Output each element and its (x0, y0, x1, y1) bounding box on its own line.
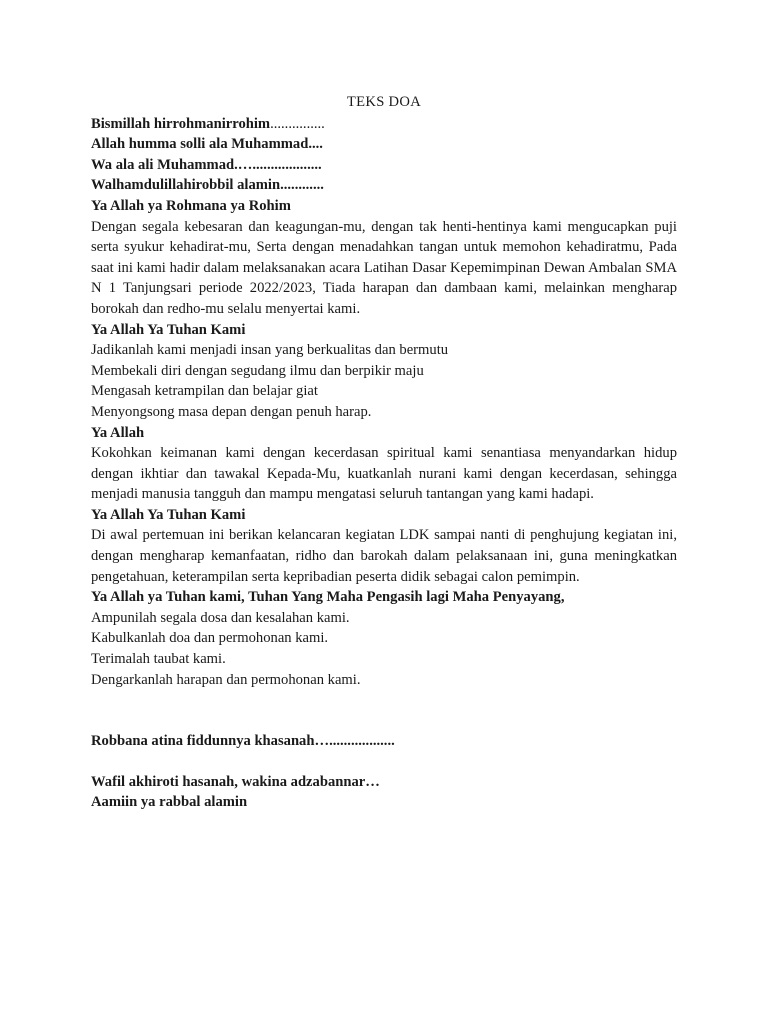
heading-3: Ya Allah (91, 424, 145, 441)
line-2-4: Menyongsong masa depan dengan penuh harap. (91, 403, 372, 420)
spacer (91, 752, 677, 772)
closing-line-1: Robbana atina fiddunnya khasanah….................. (91, 733, 395, 750)
line-5-1: Ampunilah segala dosa dan kesalahan kami. (91, 609, 350, 626)
document-body (91, 92, 677, 813)
closing-line-3: Aamiin ya rabbal alamin (91, 794, 248, 811)
opening-line-3: Wa ala ali Muhammad.…................... (91, 156, 322, 173)
opening-line-1 (91, 114, 677, 135)
line-2-2: Membekali diri dengan segudang ilmu dan berpikir maju (91, 362, 424, 379)
opening-line-2: Allah humma solli ala Muhammad.... (91, 136, 323, 153)
heading-2: Ya Allah Ya Tuhan Kami (91, 321, 246, 338)
opening-line-4: Walhamdulillahirobbil alamin............ (91, 177, 324, 194)
line-2-3: Mengasah ketrampilan dan belajar giat (91, 383, 318, 400)
closing-line-2: Wafil akhiroti hasanah, wakina adzabannar… (91, 773, 380, 790)
paragraph-4: Di awal pertemuan ini berikan kelancaran kegiatan LDK sampai nanti di penghujung kegiatan ini, dengan mengharap kemanfaatan, ridho dan barokah dalam pelaksanaan ini, guna meningkatkan pengetahuan, keterampilan serta kepribadian peserta didik sebagai calon pemimpin. (91, 527, 677, 585)
paragraph-1: Dengan segala kebesaran dan keagungan-mu, dengan tak henti-hentinya kami mengucapkan puji serta syukur kehadirat-mu, Serta dengan menadahkan tangan untuk memohon kehadiratmu, Pada saat ini kami hadir dalam melaksanakan acara Latihan Dasar Kepemimpinan Dewan Ambalan SMA N 1 Tanjungsari periode 2022/2023, Tiada harapan dan dambaan kami, melainkan mengharap borokah dan redho-mu selalu menyertai kami. (91, 218, 677, 317)
line-5-4: Dengarkanlah harapan dan permohonan kami. (91, 671, 361, 688)
heading-4: Ya Allah Ya Tuhan Kami (91, 506, 246, 523)
spacer (91, 690, 677, 731)
opening-line-5: Ya Allah ya Rohmana ya Rohim (91, 197, 291, 214)
opening-line-1-dots: ............... (270, 115, 325, 132)
paragraph-3: Kokohkan keimanan kami dengan kecerdasan spiritual kami senantiasa menyandarkan hidup dengan ikhtiar dan tawakal Kepada-Mu, kuatkanlah nurani kami dengan kecerdasan, sehingga menjadi manusia tangguh dan mampu mengatasi seluruh tantangan yang kami hadapi. (91, 445, 677, 503)
document-title: TEKS DOA (346, 94, 422, 110)
line-5-2: Kabulkanlah doa dan permohonan kami. (91, 630, 329, 647)
line-5-3: Terimalah taubat kami. (91, 651, 226, 668)
line-2-1: Jadikanlah kami menjadi insan yang berkualitas dan bermutu (91, 342, 449, 359)
opening-line-1-text: Bismillah hirrohmanirrohim (91, 115, 271, 132)
heading-5: Ya Allah ya Tuhan kami, Tuhan Yang Maha Pengasih lagi Maha Penyayang, (91, 589, 565, 606)
